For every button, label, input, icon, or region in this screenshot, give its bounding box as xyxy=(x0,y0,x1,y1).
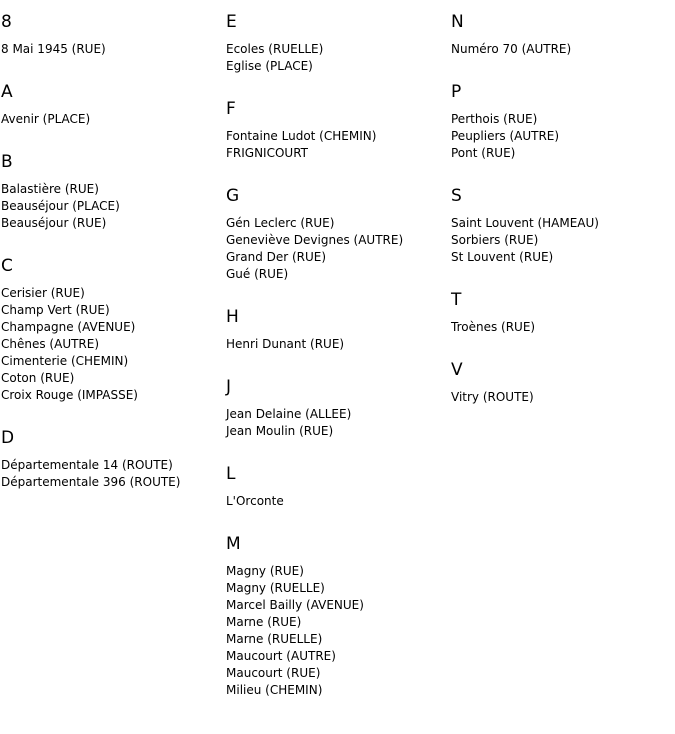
street-name: Départementale 396 (ROUTE) xyxy=(1,475,181,489)
group-spacer xyxy=(226,162,446,174)
index-letter-heading: B xyxy=(1,152,13,172)
letter-group xyxy=(226,533,446,711)
street-list xyxy=(226,41,446,75)
street-name: Cerisier (RUE) xyxy=(1,286,85,300)
street-name: L'Orconte xyxy=(226,494,284,508)
index-letter-heading: F xyxy=(226,99,236,119)
index-letter-heading: P xyxy=(451,82,462,102)
street-name: Milieu (CHEMIN) xyxy=(226,683,323,697)
street-list xyxy=(451,111,671,162)
letter-group xyxy=(1,81,221,140)
group-spacer xyxy=(1,404,221,416)
index-letter-heading: 8 xyxy=(1,12,12,32)
street-name: Gén Leclerc (RUE) xyxy=(226,216,335,230)
street-list xyxy=(226,215,446,283)
index-letter-heading: S xyxy=(451,186,462,206)
street-list xyxy=(1,181,221,232)
group-spacer xyxy=(226,699,446,711)
index-letter-heading: N xyxy=(451,12,464,32)
index-letter-heading: T xyxy=(451,290,462,310)
street-name: Vitry (ROUTE) xyxy=(451,390,534,404)
letter-group xyxy=(226,98,446,174)
street-name: Magny (RUELLE) xyxy=(226,581,325,595)
index-letter-heading: A xyxy=(1,82,13,102)
street-name: Coton (RUE) xyxy=(1,371,75,385)
street-name: Jean Moulin (RUE) xyxy=(226,424,334,438)
street-name: Beauséjour (PLACE) xyxy=(1,199,120,213)
street-name: Sorbiers (RUE) xyxy=(451,233,539,247)
street-name: Cimenterie (CHEMIN) xyxy=(1,354,129,368)
street-list xyxy=(1,111,221,128)
index-letter-heading: L xyxy=(226,464,236,484)
street-list xyxy=(1,285,221,404)
group-spacer xyxy=(451,162,671,174)
group-spacer xyxy=(226,440,446,452)
index-letter-heading: C xyxy=(1,256,13,276)
street-name: Maucourt (AUTRE) xyxy=(226,649,336,663)
street-name: Champ Vert (RUE) xyxy=(1,303,110,317)
street-name: Marne (RUE) xyxy=(226,615,302,629)
group-spacer xyxy=(226,75,446,87)
letter-group xyxy=(451,81,671,174)
street-name: Pont (RUE) xyxy=(451,146,516,160)
street-index-column-1 xyxy=(1,0,221,503)
street-name: Départementale 14 (ROUTE) xyxy=(1,458,173,472)
street-name: Troènes (RUE) xyxy=(451,320,536,334)
letter-group xyxy=(226,376,446,452)
index-letter-heading: V xyxy=(451,360,463,380)
group-spacer xyxy=(451,406,671,418)
street-name: Magny (RUE) xyxy=(226,564,304,578)
street-name: Fontaine Ludot (CHEMIN) xyxy=(226,129,377,143)
street-list xyxy=(226,563,446,699)
street-name: Ecoles (RUELLE) xyxy=(226,42,324,56)
street-name: Geneviève Devignes (AUTRE) xyxy=(226,233,404,247)
street-list xyxy=(451,389,671,406)
street-name: Avenir (PLACE) xyxy=(1,112,91,126)
street-name: Grand Der (RUE) xyxy=(226,250,327,264)
letter-group xyxy=(1,427,221,503)
group-spacer xyxy=(226,510,446,522)
street-index-column-3 xyxy=(451,0,671,418)
street-name: St Louvent (RUE) xyxy=(451,250,554,264)
street-name: Gué (RUE) xyxy=(226,267,289,281)
index-letter-heading: J xyxy=(226,377,232,397)
street-name: Maucourt (RUE) xyxy=(226,666,321,680)
street-list xyxy=(451,41,671,58)
street-name: Balastière (RUE) xyxy=(1,182,99,196)
letter-group xyxy=(451,11,671,70)
letter-group xyxy=(226,306,446,365)
letter-group xyxy=(451,289,671,348)
index-letter-heading: M xyxy=(226,534,241,554)
street-name: Numéro 70 (AUTRE) xyxy=(451,42,572,56)
street-name: Marne (RUELLE) xyxy=(226,632,323,646)
group-spacer xyxy=(451,336,671,348)
letter-group xyxy=(451,185,671,278)
street-name: Henri Dunant (RUE) xyxy=(226,337,345,351)
group-spacer xyxy=(451,58,671,70)
group-spacer xyxy=(226,353,446,365)
street-list xyxy=(226,336,446,353)
street-list xyxy=(451,215,671,266)
street-name: Eglise (PLACE) xyxy=(226,59,313,73)
street-name: Champagne (AVENUE) xyxy=(1,320,136,334)
street-name: Peupliers (AUTRE) xyxy=(451,129,560,143)
group-spacer xyxy=(1,491,221,503)
index-letter-heading: D xyxy=(1,428,15,448)
group-spacer xyxy=(226,283,446,295)
street-name: FRIGNICOURT xyxy=(226,146,308,160)
street-name: Croix Rouge (IMPASSE) xyxy=(1,388,138,402)
index-letter-heading: G xyxy=(226,186,240,206)
street-name: Saint Louvent (HAMEAU) xyxy=(451,216,599,230)
street-list xyxy=(451,319,671,336)
group-spacer xyxy=(1,58,221,70)
street-name: 8 Mai 1945 (RUE) xyxy=(1,42,106,56)
group-spacer xyxy=(1,232,221,244)
street-index-column-2 xyxy=(226,0,446,711)
street-list xyxy=(226,406,446,440)
group-spacer xyxy=(451,266,671,278)
group-spacer xyxy=(1,128,221,140)
letter-group xyxy=(1,11,221,70)
letter-group xyxy=(226,185,446,295)
street-list xyxy=(1,41,221,58)
letter-group xyxy=(226,11,446,87)
index-letter-heading: H xyxy=(226,307,239,327)
street-name: Marcel Bailly (AVENUE) xyxy=(226,598,364,612)
street-list xyxy=(226,493,446,510)
letter-group xyxy=(451,359,671,418)
street-list xyxy=(1,457,221,491)
street-name: Chênes (AUTRE) xyxy=(1,337,100,351)
street-name: Beauséjour (RUE) xyxy=(1,216,107,230)
street-list xyxy=(226,128,446,162)
letter-group xyxy=(226,463,446,522)
street-name: Jean Delaine (ALLEE) xyxy=(226,407,352,421)
street-name: Perthois (RUE) xyxy=(451,112,538,126)
index-letter-heading: E xyxy=(226,12,237,32)
letter-group xyxy=(1,151,221,244)
letter-group xyxy=(1,255,221,416)
